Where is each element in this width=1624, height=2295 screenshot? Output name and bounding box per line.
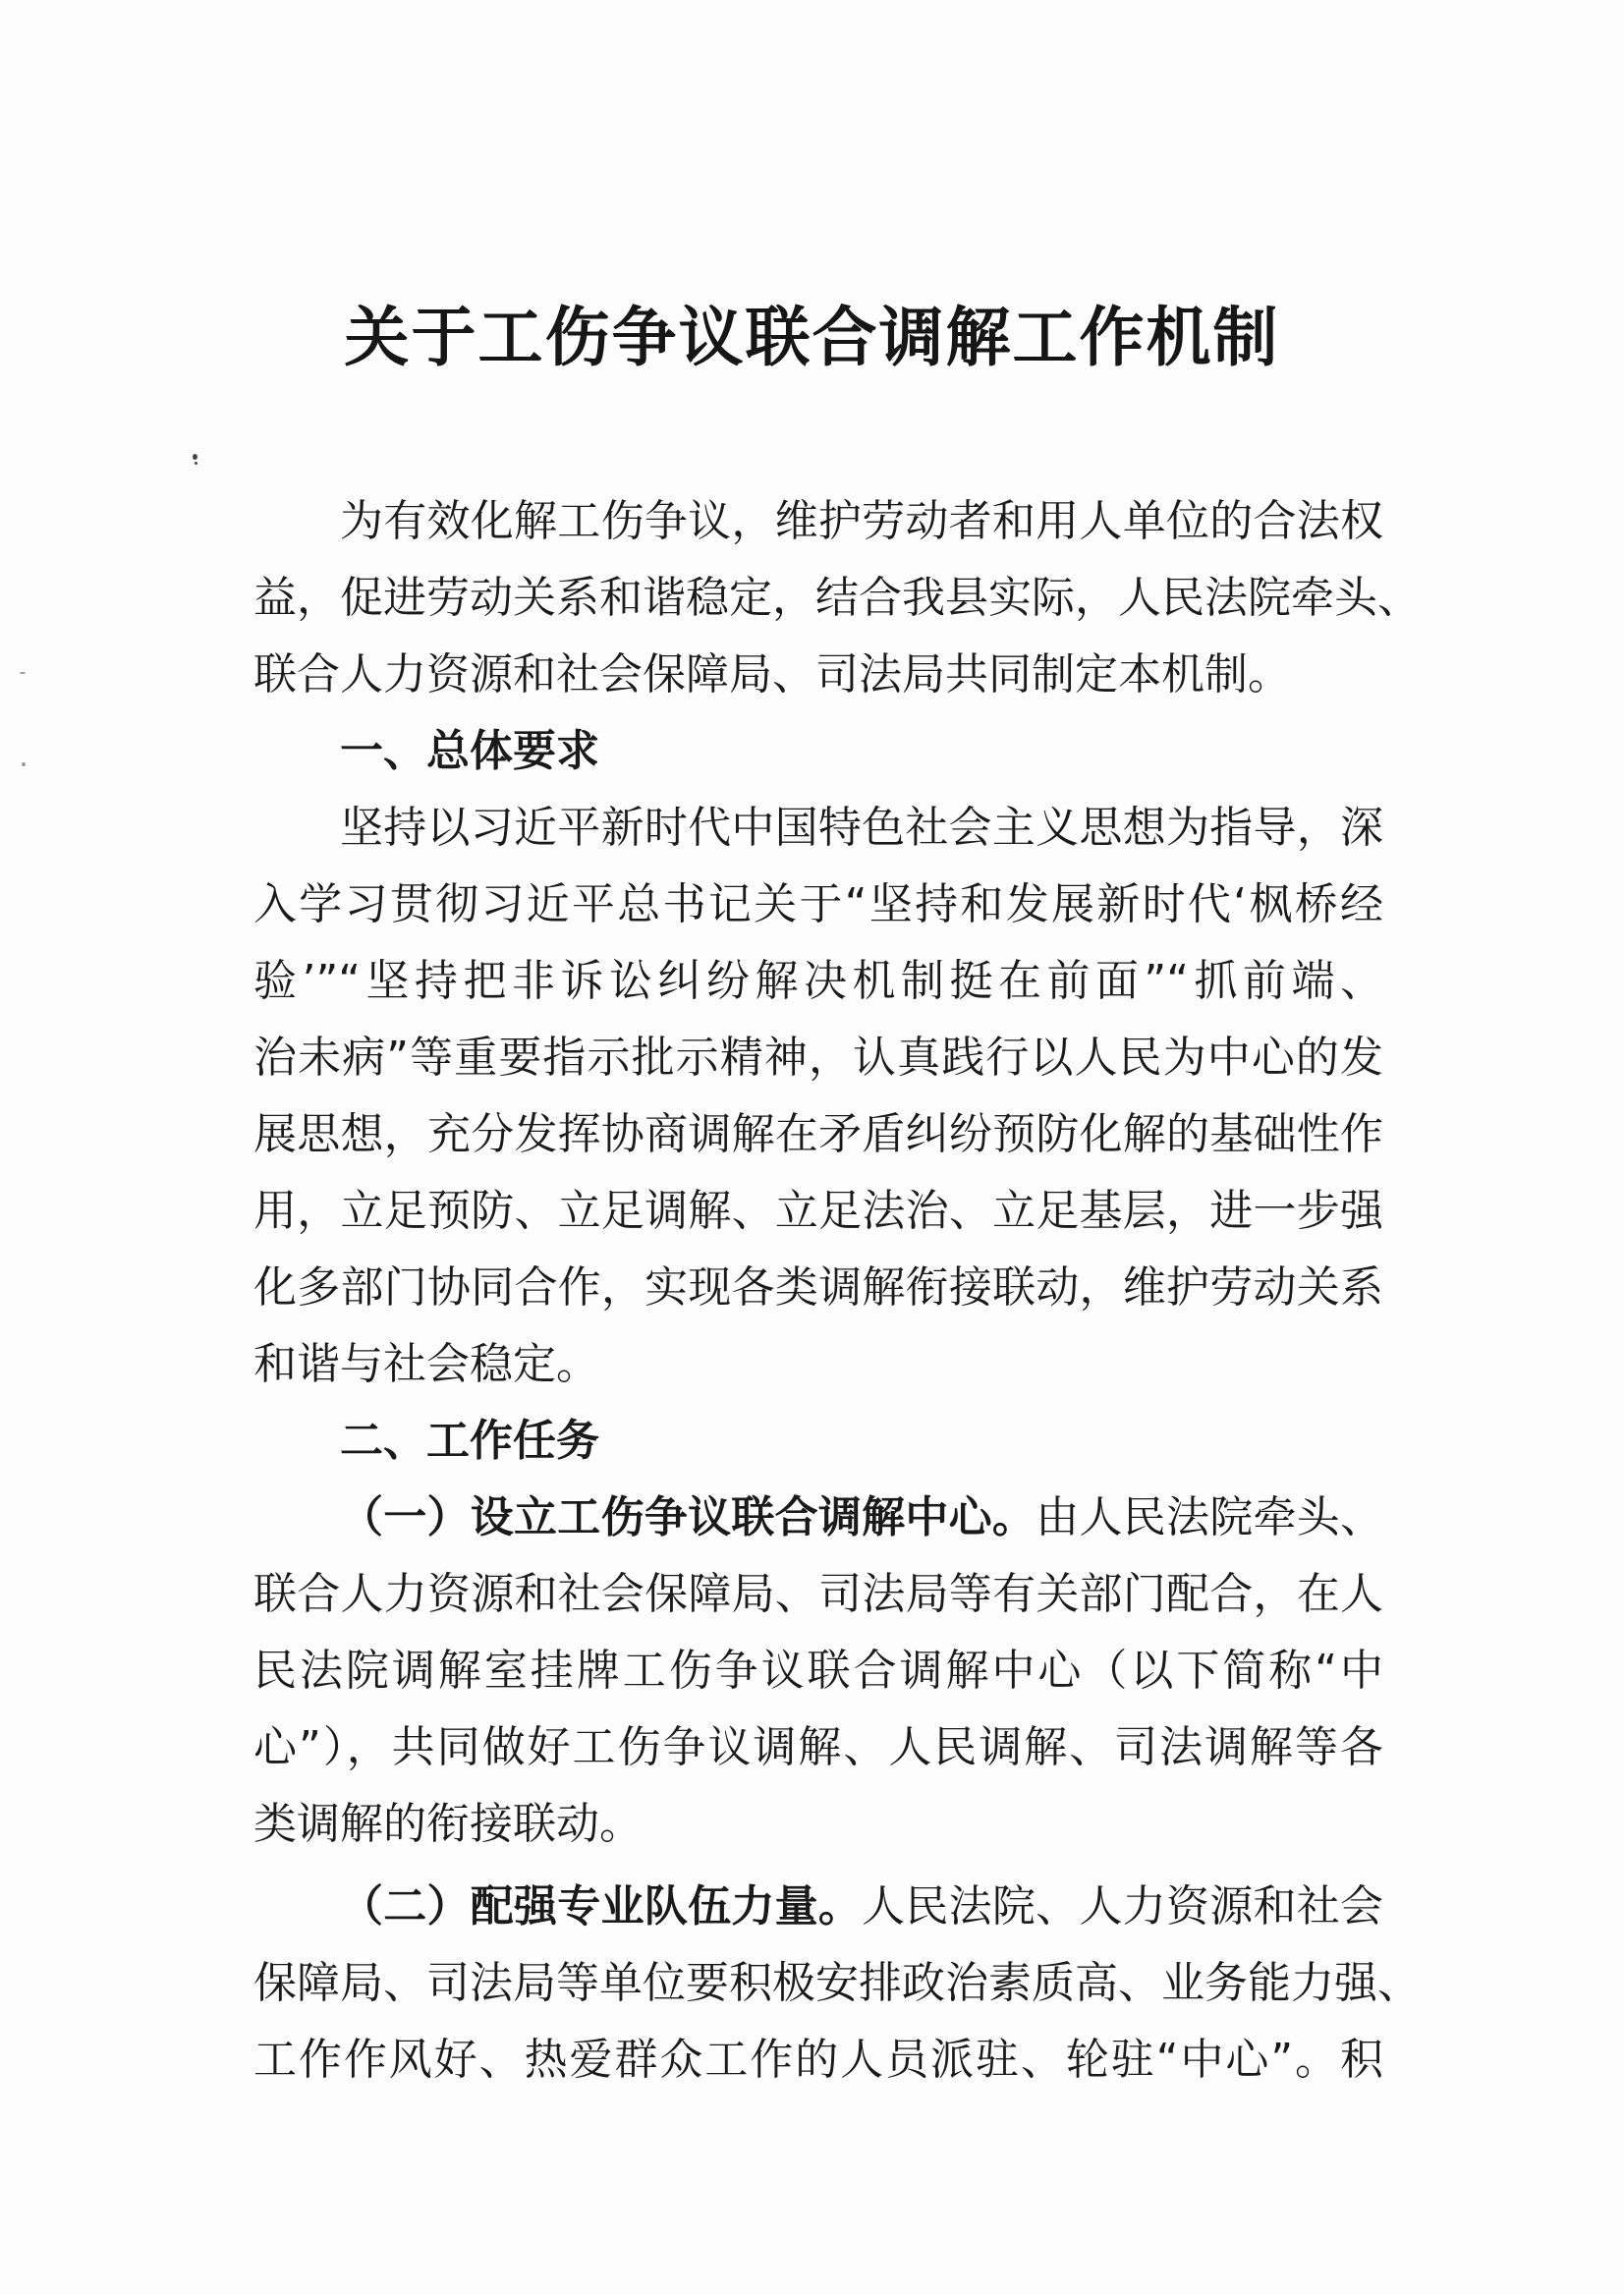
item2-first-line [253,1869,1383,1945]
intro-line: 联合人力资源和社会保障局、司法局共同制定本机制。 [253,649,1291,700]
intro-line: 为有效化解工伤争议，维护劳动者和用人单位的合法权 [340,496,1383,546]
section-heading-1: 一、总体要求 [340,726,599,776]
scan-speck [195,462,197,465]
item1-lead: （一）设立工伤争议联合调解中心。 [340,1492,1036,1542]
scan-speck [22,762,26,766]
section1-line: 化多部门协同合作，实现各类调解衔接联动，维护劳动关系 [253,1262,1383,1313]
section1-line: 用，立足预防、立足调解、立足法治、立足基层，进一步强 [253,1186,1383,1236]
section1-line: 和谐与社会稳定。 [253,1339,599,1389]
item2-line: 工作作风好、热爱群众工作的人员派驻、轮驻“中心”。积 [253,2035,1383,2085]
scan-speck [193,454,197,460]
intro-line: 益，促进劳动关系和谐稳定，结合我县实际，人民法院牵头、 [253,573,1421,623]
item1-first-line [253,1480,1383,1556]
section1-line: 入学习贯彻习近平总书记关于“坚持和发展新时代‘枫桥经 [253,879,1383,929]
section-heading-2: 二、工作任务 [340,1416,599,1466]
item1-rest: 由人民法院牵头、 [1036,1492,1384,1542]
section1-line: 验’”“坚持把非诉讼纠纷解决机制挺在前面”“抓前端、 [253,956,1383,1006]
item1-line: 民法院调解室挂牌工伤争议联合调解中心（以下简称“中 [253,1646,1383,1696]
section1-line: 坚持以习近平新时代中国特色社会主义思想为指导，深 [340,803,1383,853]
item2-lead: （二）配强专业队伍力量。 [340,1881,863,1931]
document-body [253,483,1421,2099]
document-title: 关于工伤争议联合调解工作机制 [344,299,1280,375]
item2-line: 保障局、司法局等单位要积极安排政治素质高、业务能力强、 [253,1958,1421,2008]
item1-line: 心”），共同做好工伤争议调解、人民调解、司法调解等各 [253,1722,1383,1772]
item1-line: 类调解的衔接联动。 [253,1799,643,1849]
section1-line: 治未病”等重要指示批示精神，认真践行以人民为中心的发 [253,1033,1383,1083]
item1-line: 联合人力资源和社会保障局、司法局等有关部门配合，在人 [253,1569,1383,1619]
item2-rest: 人民法院、人力资源和社会 [862,1881,1384,1931]
scan-speck [20,672,26,674]
section1-line: 展思想，充分发挥协商调解在矛盾纠纷预防化解的基础性作 [253,1109,1383,1159]
